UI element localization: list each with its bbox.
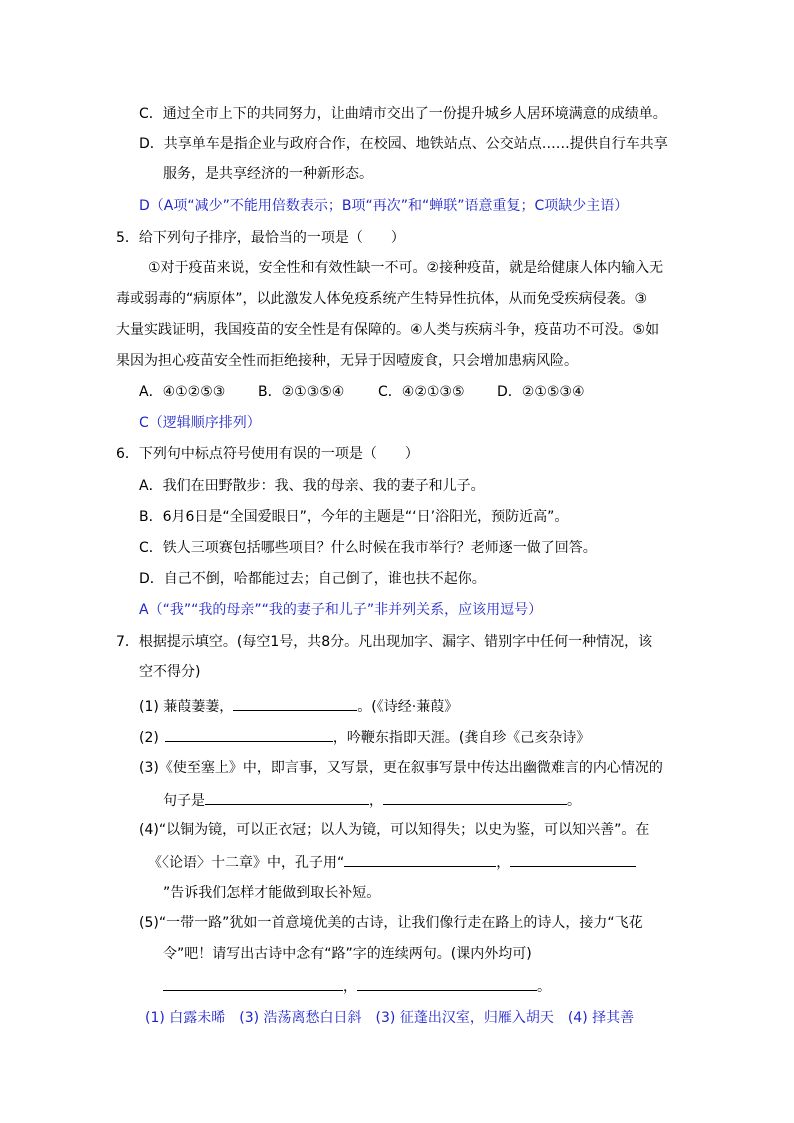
q4-answer: D（A项“减少”不能用倍数表示；B项“再次”和“蝉联”语意重复；C项缺少主语） (139, 198, 629, 214)
q5-stem: 5．给下列句子排序，最恰当的一项是（ ） (116, 230, 405, 246)
q7-item-3-prefix: 句子是 (163, 793, 205, 809)
q5-option-c: C．④②①③⑤ (378, 384, 465, 400)
q5-option-b: B．②①③⑤④ (258, 384, 345, 400)
answer-blank (357, 976, 537, 991)
q7-item-1-suffix: 。(《诗经·蒹葭》 (357, 699, 459, 715)
q7-item-5-suffix: 。 (537, 979, 551, 995)
q7-item-2-suffix: ，吟鞭东指即天涯。(龚自珍《己亥杂诗》 (332, 730, 591, 746)
q5-answer: C（逻辑顺序排列） (139, 415, 261, 431)
q5-passage-line2: 毒或弱毒的“病原体”，以此激发人体免疫系统产生特异性抗体，从而免受疾病侵袭。③ (116, 291, 648, 307)
q4-option-d-line2: 服务，是共享经济的一种新形态。 (163, 166, 373, 182)
q7-stem-line2: 空不得分) (139, 664, 201, 680)
answer-blank (383, 790, 567, 805)
q7-stem-line1: 7．根据提示填空。(每空1号，共8分。凡出现加字、漏字、错别字中任何一种情况，该 (116, 634, 653, 650)
q7-item-5-line3 (163, 976, 551, 997)
q6-option-a: A．我们在田野散步：我、我的母亲、我的妻子和儿子。 (139, 478, 485, 494)
q7-item-3-separator: ， (369, 793, 383, 809)
q6-answer: A（“我”“我的母亲”“我的妻子和儿子”非并列关系，应该用逗号） (139, 602, 543, 618)
q7-answer: (1) 白露未晞 (3) 浩荡离愁白日斜 (3) 征蓬出汉室，归雁入胡天 (4) 择其善 (145, 1010, 635, 1026)
answer-blank (344, 852, 496, 867)
q7-item-1 (139, 696, 458, 717)
q5-passage-line1: ①对于疫苗来说，安全性和有效性缺一不可。②接种疫苗，就是给健康人体内输入无 (148, 260, 664, 276)
q7-item-4-separator: ， (496, 855, 511, 871)
answer-blank (510, 852, 636, 867)
q5-passage-line4: 果因为担心疫苗安全性而拒绝接种，无异于因噎废食，只会增加患病风险。 (116, 353, 578, 369)
q7-item-4-line1: (4)“以铜为镜，可以正衣冠；以人为镜，可以知得失；以史为鉴，可以知兴善”。在 (139, 822, 650, 838)
answer-blank (165, 727, 333, 742)
q4-option-c: C．通过全市上下的共同努力，让曲靖市交出了一份提升城乡人居环境满意的成绩单。 (139, 106, 667, 122)
q7-item-4-line3: ”告诉我们怎样才能做到取长补短。 (163, 885, 381, 901)
q7-item-2 (139, 727, 590, 748)
q7-item-4-line2 (148, 852, 636, 873)
q7-item-3-line1: (3)《使至塞上》中，即言事，又写景，更在叙事写景中传达出幽微难言的内心情况的 (139, 760, 663, 776)
q7-item-3-line2 (163, 790, 581, 811)
q6-option-d: D．自己不倒，哈都能过去；自己倒了，谁也扶不起你。 (139, 571, 486, 587)
q6-option-c: C．铁人三项赛包括哪些项目？什么时候在我市举行？老师逐一做了回答。 (139, 540, 597, 556)
q7-item-4-prefix: 《〈论语〉十二章》中，孔子用“ (148, 855, 345, 871)
q7-item-5-line1: (5)“一带一路”犹如一首意境优美的古诗，让我们像行走在路上的诗人，接力“飞花 (139, 915, 643, 931)
q4-option-d-line1: D．共享单车是指企业与政府合作，在校园、地铁站点、公交站点……提供自行车共享 (139, 136, 668, 152)
q7-item-3-suffix: 。 (567, 793, 581, 809)
q6-stem: 6．下列句中标点符号使用有误的一项是（ ） (116, 446, 419, 462)
answer-blank (163, 976, 343, 991)
q7-item-2-prefix: (2) (139, 730, 159, 746)
q7-item-1-prefix: (1) 蒹葭萋萋， (139, 699, 234, 715)
answer-blank (233, 696, 357, 711)
q7-item-5-line2: 令”吧！请写出古诗中念有“路”字的连续两句。(课内外均可) (163, 946, 532, 962)
answer-blank (205, 790, 369, 805)
q7-item-5-separator: ， (343, 979, 357, 995)
q5-option-a: A．④①②⑤③ (139, 384, 226, 400)
q5-passage-line3: 大量实践证明，我国疫苗的安全性是有保障的。④人类与疾病斗争，疫苗功不可没。⑤如 (116, 322, 660, 338)
q5-option-d: D．②①⑤③④ (497, 384, 585, 400)
q6-option-b: B．6月6日是“全国爱眼日”，今年的主题是“‘日’浴阳光，预防近高”。 (139, 509, 569, 525)
